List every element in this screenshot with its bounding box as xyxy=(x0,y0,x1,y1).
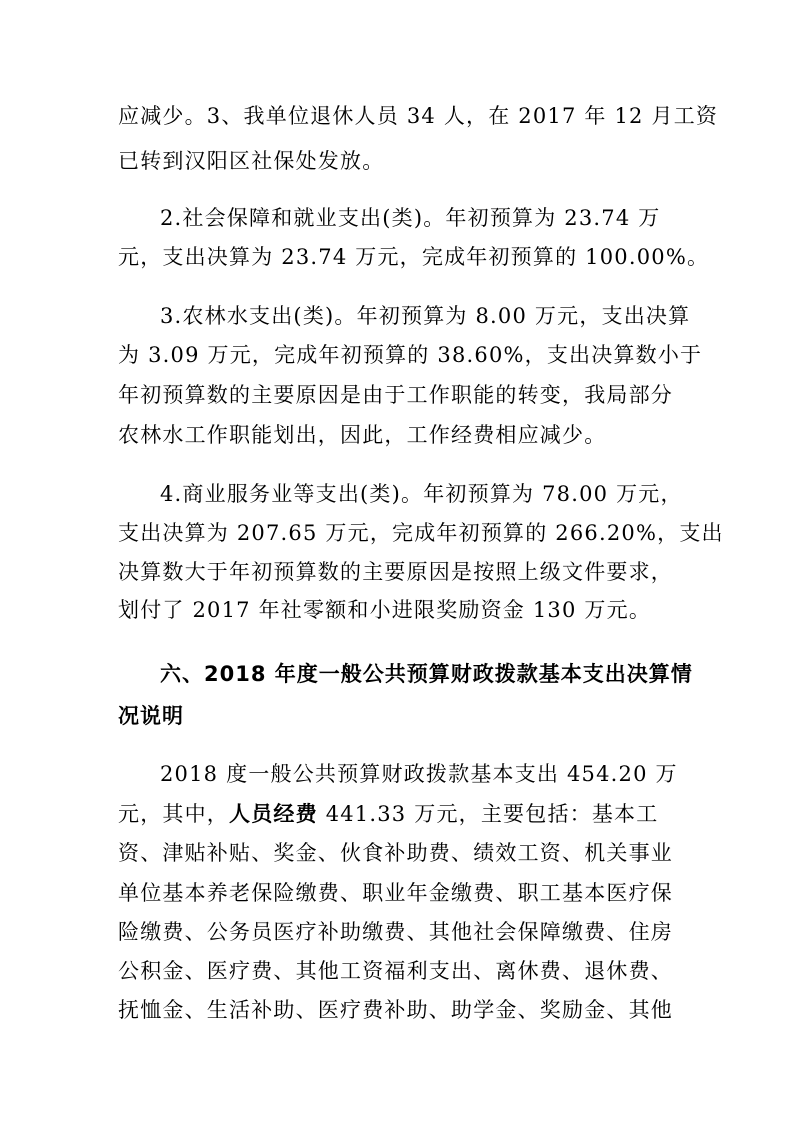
paragraph-line: 应减少。3、我单位退休人员 34 人，在 2017 年 12 月工资 xyxy=(118,104,719,128)
paragraph-text: 441.33 万元，主要包括：基本工 xyxy=(317,802,659,826)
paragraph-line: 2.社会保障和就业支出(类)。年初预算为 23.74 万 xyxy=(160,206,661,230)
paragraph-line: 4.商业服务业等支出(类)。年初预算为 78.00 万元， xyxy=(160,482,683,506)
paragraph-line: 为 3.09 万元，完成年初预算的 38.60%，支出决算数小于 xyxy=(118,343,703,367)
paragraph-line: 3.农林水支出(类)。年初预算为 8.00 万元，支出决算 xyxy=(160,304,691,328)
paragraph-line: 决算数大于年初预算数的主要原因是按照上级文件要求， xyxy=(118,560,673,584)
paragraph-line: 抚恤金、生活补助、医疗费补助、助学金、奖励金、其他 xyxy=(118,998,673,1022)
bold-term: 人员经费 xyxy=(229,802,318,826)
section-heading: 六、2018 年度一般公共预算财政拨款基本支出决算情 xyxy=(160,662,693,686)
paragraph-line: 2018 度一般公共预算财政拨款基本支出 454.20 万 xyxy=(160,762,678,786)
paragraph-text: 元，其中， xyxy=(118,802,229,826)
paragraph-line: 划付了 2017 年社零额和小进限奖励资金 130 万元。 xyxy=(118,598,652,622)
paragraph-line: 险缴费、公务员医疗补助缴费、其他社会保障缴费、住房 xyxy=(118,920,673,944)
paragraph-line: 资、津贴补贴、奖金、伙食补助费、绩效工资、机关事业 xyxy=(118,841,673,865)
paragraph-line: 单位基本养老保险缴费、职业年金缴费、职工基本医疗保 xyxy=(118,881,673,905)
paragraph-line: 农林水工作职能划出，因此，工作经费相应减少。 xyxy=(118,423,607,447)
paragraph-line: 支出决算为 207.65 万元，完成年初预算的 266.20%，支出 xyxy=(118,521,724,545)
paragraph-line: 公积金、医疗费、其他工资福利支出、离休费、退休费、 xyxy=(118,959,673,983)
paragraph-line: 已转到汉阳区社保处发放。 xyxy=(118,149,385,173)
paragraph-line: 元，支出决算为 23.74 万元，完成年初预算的 100.00%。 xyxy=(118,245,710,269)
section-heading: 况说明 xyxy=(118,704,184,728)
paragraph-line xyxy=(118,800,678,828)
paragraph-line: 年初预算数的主要原因是由于工作职能的转变，我局部分 xyxy=(118,383,673,407)
